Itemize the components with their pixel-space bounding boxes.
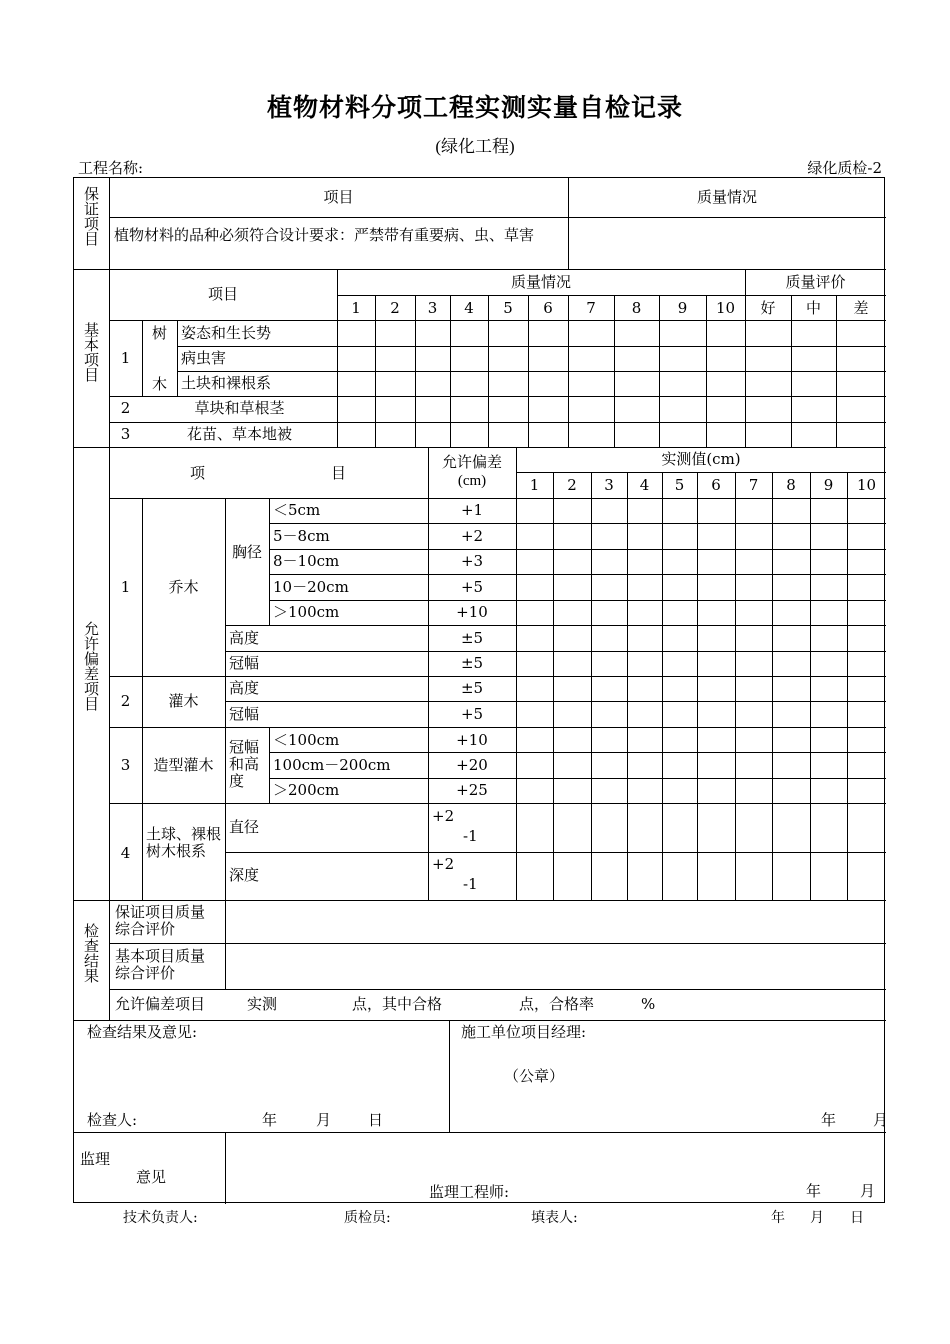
tol-g1-no: 1 xyxy=(120,578,131,596)
basic-item-header: 项目 xyxy=(207,285,238,303)
tol-g2-height-dev: ±5 xyxy=(460,679,484,697)
supervision-label-a: 监理 xyxy=(80,1150,111,1168)
basic-col-4: 4 xyxy=(464,299,474,317)
tolerance-dev-unit: (cm) xyxy=(457,473,487,489)
tol-g1-dbh-range: 10－20cm xyxy=(273,578,349,596)
check-section-label: 检查结果 xyxy=(82,923,100,983)
supervision-year: 年 xyxy=(806,1182,822,1200)
basic-row1-no: 1 xyxy=(120,349,131,367)
measured-col-9: 9 xyxy=(823,476,834,494)
tol-g1-name: 乔木 xyxy=(168,578,199,596)
check-measured: 实测 xyxy=(247,995,278,1013)
tol-g1-dbh-dev: +3 xyxy=(460,552,484,570)
guarantee-item-header: 项目 xyxy=(323,188,354,206)
measured-col-6: 6 xyxy=(711,476,721,494)
tol-g1-dbh-dev: +1 xyxy=(460,501,484,519)
tol-g1-crown: 冠幅 xyxy=(229,654,260,672)
tolerance-item-header-a: 项 xyxy=(190,464,206,482)
tol-g4-depth: 深度 xyxy=(229,866,260,884)
tol-g3-size-range: 100cm－200cm xyxy=(273,756,391,774)
tolerance-measured-header: 实测值(cm) xyxy=(661,450,741,468)
basic-row3-no: 3 xyxy=(120,425,131,443)
footer-day: 日 xyxy=(850,1210,864,1226)
tolerance-section-label: 允许偏差项目 xyxy=(82,621,100,711)
guarantee-quality-header: 质量情况 xyxy=(696,188,757,206)
basic-quality-header: 质量情况 xyxy=(510,273,571,291)
basic-sub-rootball: 土块和裸根系 xyxy=(181,374,272,392)
footer-tech: 技术负责人: xyxy=(123,1210,198,1226)
basic-col-3: 3 xyxy=(427,299,438,317)
tol-g3-size-dev: +10 xyxy=(456,731,488,749)
basic-col-2: 2 xyxy=(390,299,400,317)
tol-g4-dia-dev-plus: +2 xyxy=(432,807,455,825)
tol-g1-height-dev: ±5 xyxy=(460,629,484,647)
basic-tree-top: 树 xyxy=(151,324,167,342)
record-form xyxy=(73,177,889,1203)
tol-g3-size-dev: +20 xyxy=(456,756,488,774)
tol-g3-name: 造型灌木 xyxy=(153,756,214,774)
basic-row3-label: 花苗、草本地被 xyxy=(186,425,292,443)
measured-col-4: 4 xyxy=(639,476,650,494)
tol-g1-height: 高度 xyxy=(229,629,260,647)
measured-col-3: 3 xyxy=(604,476,614,494)
check-basic-eval: 基本项目质量综合评价 xyxy=(115,947,206,982)
page-title: 植物材料分项工程实测实量自检记录 xyxy=(266,93,683,122)
basic-col-5: 5 xyxy=(503,299,513,317)
tol-g1-dbh-range: 8－10cm xyxy=(273,552,340,570)
supervision-label-b: 意见 xyxy=(136,1168,167,1186)
manager-year: 年 xyxy=(821,1111,837,1129)
tol-g4-depth-dev-minus: -1 xyxy=(463,875,478,893)
tol-g2-crown-dev: +5 xyxy=(460,705,484,723)
tol-g4-dia: 直径 xyxy=(229,818,260,836)
tol-g1-sub: 胸径 xyxy=(231,543,262,561)
measured-col-7: 7 xyxy=(748,476,759,494)
basic-eval-col-2: 差 xyxy=(853,299,869,317)
supervision-engineer: 监理工程师: xyxy=(429,1183,510,1201)
tolerance-item-header-b: 目 xyxy=(331,464,347,482)
tol-g2-no: 2 xyxy=(120,692,131,710)
measured-col-5: 5 xyxy=(674,476,685,494)
seal-label: （公章） xyxy=(504,1067,565,1085)
tol-g3-size-dev: +25 xyxy=(456,781,488,799)
tolerance-dev-header: 允许偏差 xyxy=(441,453,502,471)
footer-year: 年 xyxy=(771,1210,785,1226)
tol-g1-dbh-range: ＜5cm xyxy=(273,501,321,519)
tol-g3-size-range: ＜100cm xyxy=(273,731,340,749)
form-code: 绿化质检-2 xyxy=(807,159,882,177)
check-points2: 点，合格率 xyxy=(519,995,595,1013)
guarantee-requirement: 植物材料的品种必须符合设计要求：严禁带有重要病、虫、草害 xyxy=(114,226,535,244)
opinion-year: 年 xyxy=(262,1111,278,1129)
basic-col-1: 1 xyxy=(351,299,361,317)
tol-g2-height: 高度 xyxy=(229,679,260,697)
footer-filler: 填表人: xyxy=(531,1210,578,1226)
page-subtitle: (绿化工程) xyxy=(435,137,515,156)
basic-section-label: 基本项目 xyxy=(82,322,100,382)
supervision-month: 月 xyxy=(860,1182,876,1200)
tol-g4-depth-dev-plus: +2 xyxy=(432,855,455,873)
tol-g1-crown-dev: ±5 xyxy=(460,654,484,672)
tol-g1-dbh-range: ＞100cm xyxy=(273,603,340,621)
tol-g2-name: 灌木 xyxy=(168,692,199,710)
project-name-label: 工程名称: xyxy=(78,159,144,177)
basic-eval-col-1: 中 xyxy=(805,299,821,317)
basic-row2-no: 2 xyxy=(120,399,131,417)
check-tolerance-label: 允许偏差项目 xyxy=(115,995,206,1013)
tol-g3-no: 3 xyxy=(120,756,131,774)
tol-g1-dbh-range: 5－8cm xyxy=(273,527,330,545)
opinion-month: 月 xyxy=(316,1111,332,1129)
tol-g1-dbh-dev: +2 xyxy=(460,527,484,545)
tol-g2-crown: 冠幅 xyxy=(229,705,260,723)
measured-col-8: 8 xyxy=(786,476,796,494)
footer-month: 月 xyxy=(810,1210,824,1226)
tol-g3-sub: 冠幅和高度 xyxy=(229,738,260,790)
basic-sub-posture: 姿态和生长势 xyxy=(181,324,272,342)
basic-col-8: 8 xyxy=(631,299,642,317)
check-percent: % xyxy=(641,995,656,1013)
tol-g1-dbh-dev: +10 xyxy=(456,603,488,621)
basic-col-7: 7 xyxy=(586,299,596,317)
manager-label: 施工单位项目经理: xyxy=(461,1023,587,1041)
basic-col-6: 6 xyxy=(543,299,553,317)
measured-col-10: 10 xyxy=(856,476,877,494)
basic-row2-label: 草块和草根茎 xyxy=(194,399,285,417)
basic-tree-bottom: 木 xyxy=(151,375,167,393)
opinion-day: 日 xyxy=(368,1111,384,1129)
check-guarantee-eval: 保证项目质量综合评价 xyxy=(115,903,206,938)
guarantee-section-label: 保证项目 xyxy=(82,186,100,246)
tol-g4-no: 4 xyxy=(120,844,131,862)
check-points: 点，其中合格 xyxy=(352,995,443,1013)
manager-month: 月 xyxy=(873,1111,889,1129)
basic-col-10: 10 xyxy=(715,299,736,317)
opinion-label: 检查结果及意见: xyxy=(87,1023,198,1041)
basic-sub-pests: 病虫害 xyxy=(181,349,227,367)
tol-g4-dia-dev-minus: -1 xyxy=(463,827,478,845)
inspector-label: 检查人: xyxy=(87,1111,138,1129)
tol-g4-name: 土球、裸根树木根系 xyxy=(146,825,222,860)
tol-g1-dbh-dev: +5 xyxy=(460,578,484,596)
tol-g3-size-range: ＞200cm xyxy=(273,781,340,799)
measured-col-1: 1 xyxy=(529,476,540,494)
footer-qc: 质检员: xyxy=(344,1210,391,1226)
basic-eval-header: 质量评价 xyxy=(785,273,846,291)
basic-col-9: 9 xyxy=(677,299,688,317)
measured-col-2: 2 xyxy=(567,476,577,494)
basic-eval-col-0: 好 xyxy=(760,299,776,317)
